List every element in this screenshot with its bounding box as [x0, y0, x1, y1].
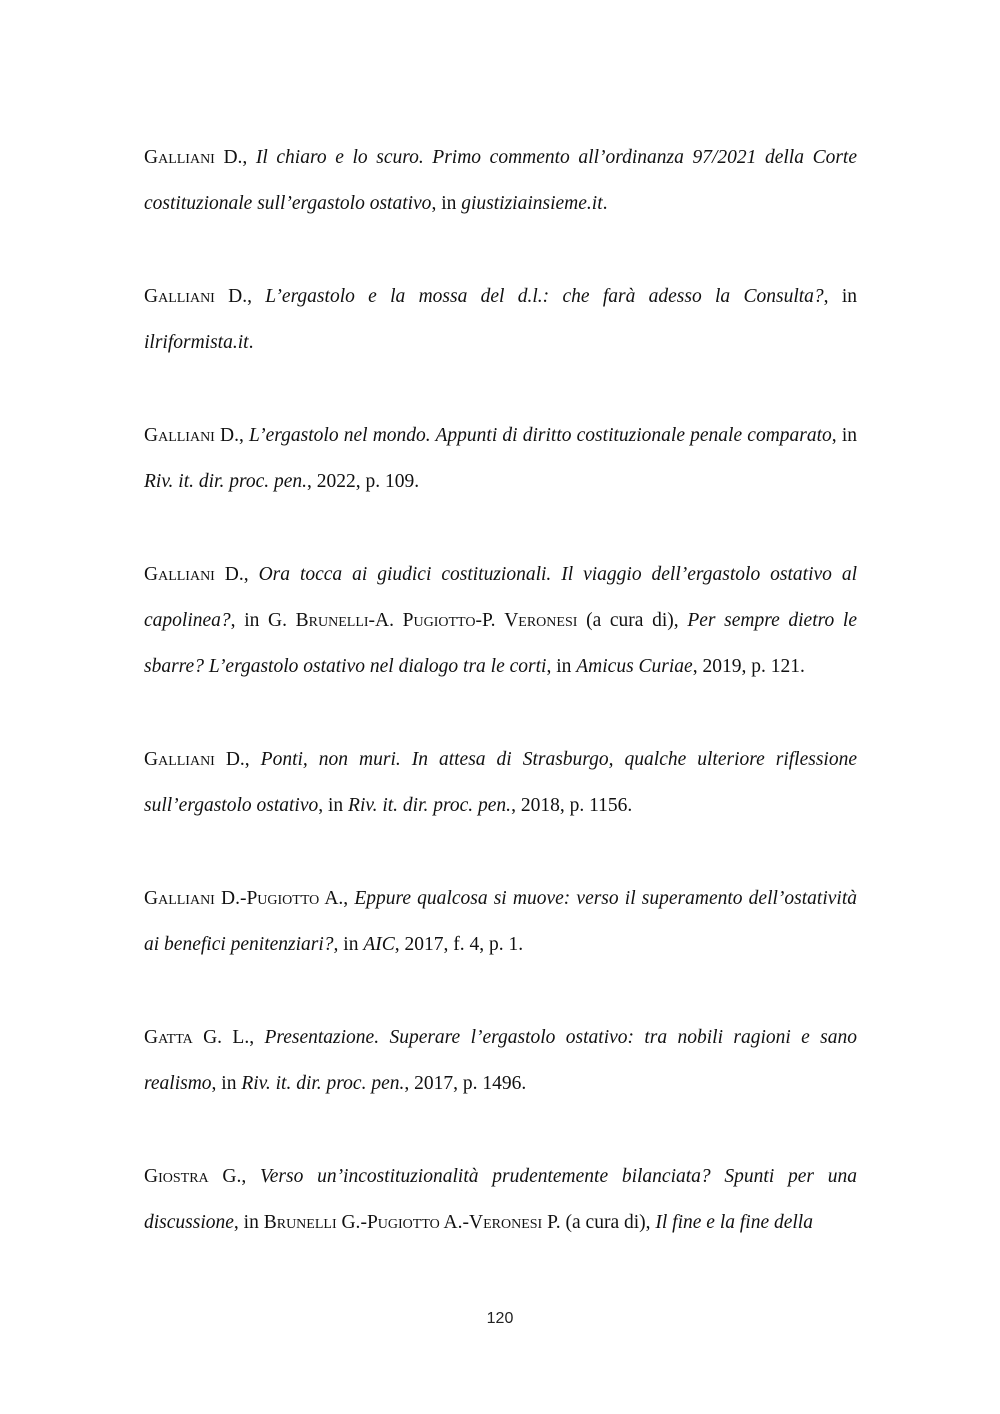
editor-name: Veronesi — [504, 610, 578, 631]
editor-name: Brunelli — [295, 610, 369, 631]
bibliography-entry: Galliani D., Ponti, non muri. In attesa di Strasburgo, qualche ulteriore riflessione sull’ergastolo ostativo, in Riv. it. dir. proc. pen., 2018, p. 1156. — [144, 749, 857, 816]
bibliography-list — [144, 135, 857, 1293]
source-title: giustiziainsieme.it — [461, 193, 603, 214]
page-number: 120 — [486, 1310, 514, 1327]
source-title: Riv. it. dir. proc. pen. — [348, 795, 512, 816]
author-name: Galliani D. — [144, 286, 248, 307]
source-title: ilriformista.it — [144, 332, 249, 353]
source-title: Riv. it. dir. proc. pen. — [144, 471, 308, 492]
editor-name: Veronesi P. — [469, 1212, 561, 1233]
author-name: Galliani D. — [144, 425, 239, 446]
author-name: Galliani D. — [144, 888, 240, 909]
author-name: Gatta G. L. — [144, 1027, 250, 1048]
work-title: Ora tocca ai giudici costituzionali. Il viaggio dell’ergastolo ostativo al capolinea? — [144, 564, 857, 631]
source-title: AIC — [363, 934, 395, 955]
editor-name: Brunelli G. — [263, 1212, 361, 1233]
work-title: Ponti, non muri. In attesa di Strasburgo, qualche ulteriore riflessione sull’ergastolo ostativo — [144, 749, 857, 816]
work-title: Il chiaro e lo scuro. Primo commento all’ordinanza 97/2021 della Corte costituzionale sull’ergastolo ostativo — [144, 147, 857, 214]
author-name: Galliani D. — [144, 749, 245, 770]
author-name: Pugiotto A. — [246, 888, 344, 909]
work-title: L’ergastolo nel mondo. Appunti di diritto costituzionale penale comparato — [249, 425, 832, 446]
bibliography-entry: Galliani D., L’ergastolo nel mondo. Appunti di diritto costituzionale penale comparato, in Riv. it. dir. proc. pen., 2022, p. 109. — [144, 425, 857, 492]
work-title: Verso un’incostituzionalità prudentemente bilanciata? Spunti per una discussione — [144, 1166, 857, 1233]
book-title: Per sempre dietro le sbarre? L’ergastolo ostativo nel dialogo tra le corti — [144, 610, 857, 677]
work-title: Presentazione. Superare l’ergastolo ostativo: tra nobili ragioni e sano realismo — [144, 1027, 858, 1094]
author-name: Galliani D. — [144, 564, 244, 585]
author-name: Giostra G. — [144, 1166, 242, 1187]
author-name: Galliani D. — [144, 147, 243, 168]
editor-name: Pugiotto A. — [366, 1212, 463, 1233]
bibliography-entry: Gatta G. L., Presentazione. Superare l’ergastolo ostativo: tra nobili ragioni e sano realismo, in Riv. it. dir. proc. pen., 2017, p. 1496. — [144, 1027, 858, 1094]
bibliography-entry: Galliani D., Ora tocca ai giudici costituzionali. Il viaggio dell’ergastolo ostativo al capolinea?, in G. Brunelli-A. Pugiotto-P. Veronesi (a cura di), Per sempre dietro le sbarre? L’ergastolo ostativo nel dialogo tra le corti, in Amicus Curiae, 2019, p. 121. — [144, 564, 857, 677]
source-title: Riv. it. dir. proc. pen. — [241, 1073, 405, 1094]
source-title: Amicus Curiae — [576, 656, 693, 677]
work-title: Eppure qualcosa si muove: verso il superamento dell’ostatività ai benefici penitenziari?, — [144, 888, 857, 955]
bibliography-entry: Giostra G., Verso un’incostituzionalità prudentemente bilanciata? Spunti per una discussione, in Brunelli G.-Pugiotto A.-Veronesi P. (a cura di), Il fine e la fine della — [144, 1166, 857, 1233]
editor-name: Pugiotto — [402, 610, 476, 631]
book-title: Il fine e la fine della — [655, 1212, 813, 1233]
bibliography-entry: Galliani D.-Pugiotto A., Eppure qualcosa si muove: verso il superamento dell’ostatività ai benefici penitenziari?, in AIC, 2017, f. 4, p. 1. — [144, 888, 857, 955]
bibliography-entry: Galliani D., L’ergastolo e la mossa del d.l.: che farà adesso la Consulta?, in ilriformista.it. — [144, 286, 858, 353]
work-title: L’ergastolo e la mossa del d.l.: che farà adesso la Consulta? — [265, 286, 824, 307]
bibliography-entry: Galliani D., Il chiaro e lo scuro. Primo commento all’ordinanza 97/2021 della Corte costituzionale sull’ergastolo ostativo, in giustiziainsieme.it. — [144, 147, 857, 214]
